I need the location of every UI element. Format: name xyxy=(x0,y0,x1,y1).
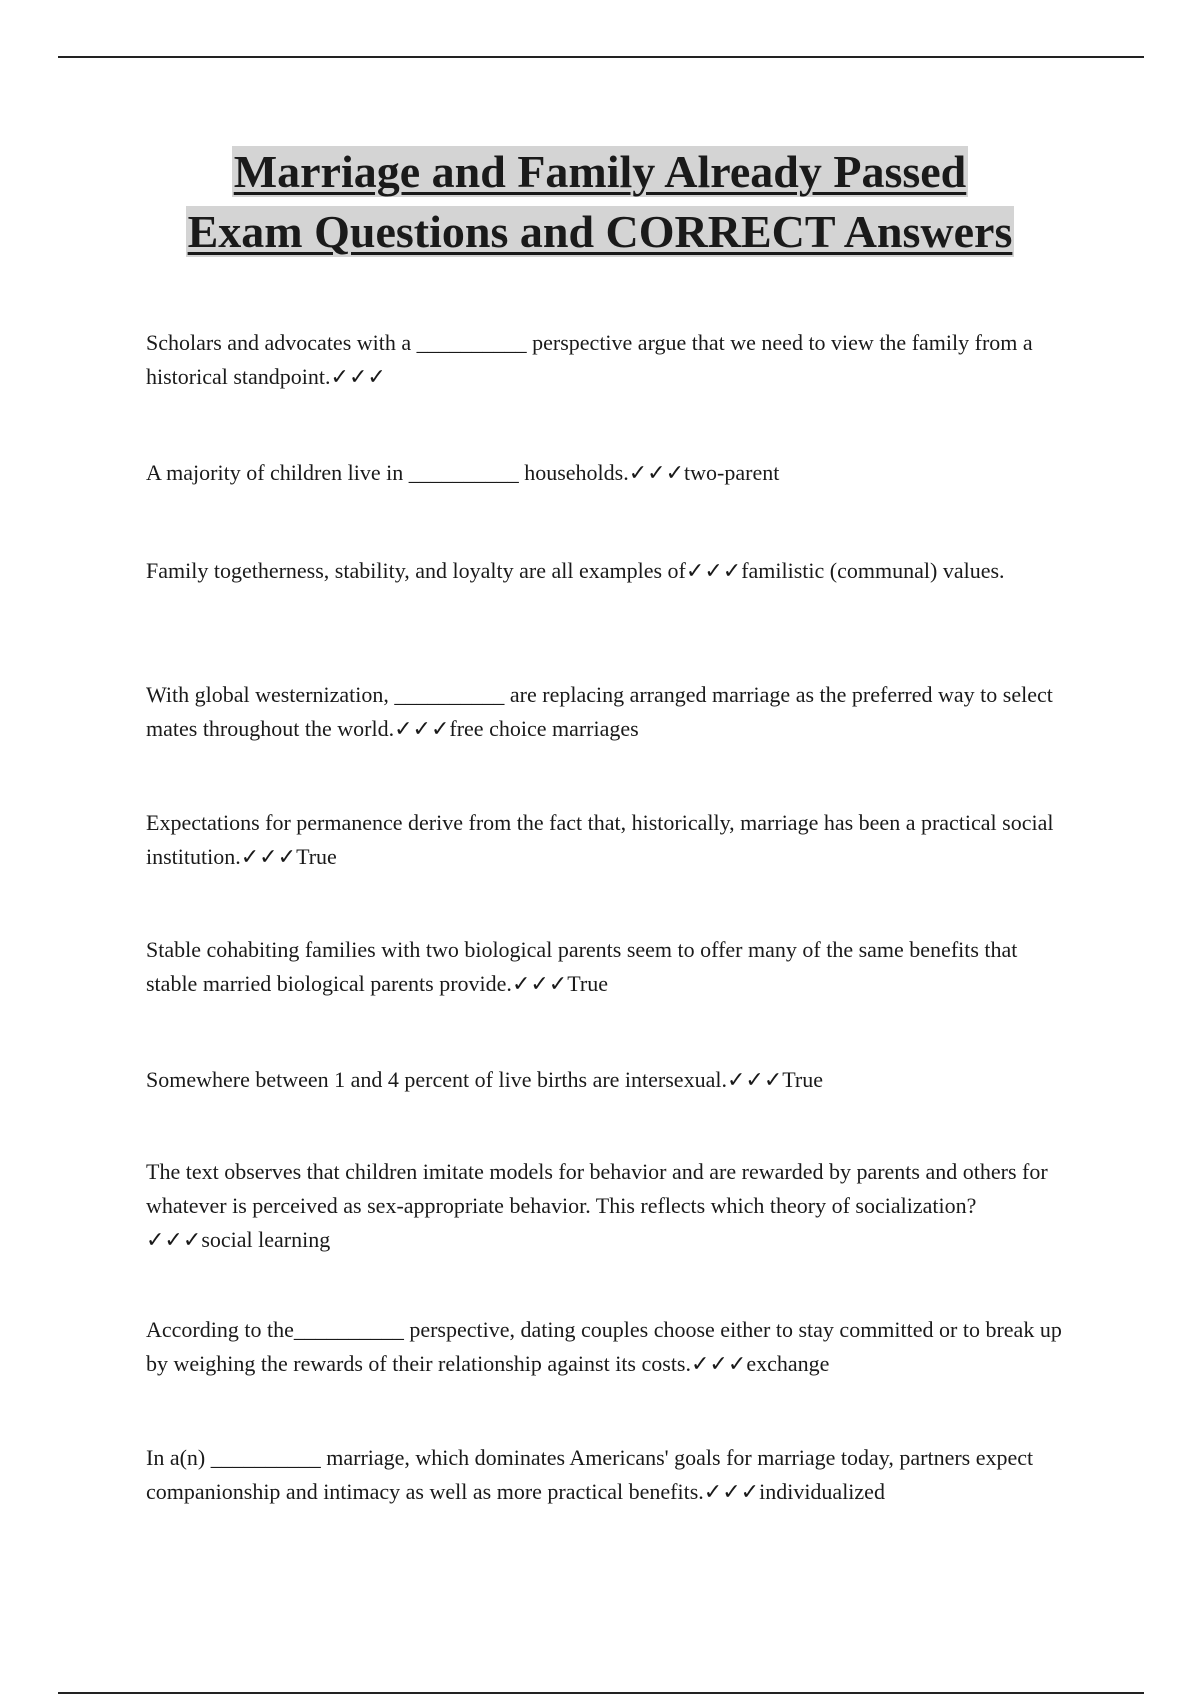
check-marks: ✓✓✓ xyxy=(726,1067,783,1092)
question-text: In a(n) __________ marriage, which dominates Americans' goals for marriage today, partners expect companionship and intimacy as well as more practical benefits. xyxy=(146,1445,1039,1504)
question-text: Scholars and advocates with a __________ perspective argue that we need to view the family from a historical standpoint. xyxy=(146,330,1039,389)
qa-item xyxy=(146,678,1066,746)
document-title xyxy=(0,142,1200,262)
check-marks: ✓✓✓ xyxy=(394,716,450,741)
check-marks: ✓✓✓ xyxy=(691,1351,747,1376)
answer-text: True xyxy=(296,844,337,869)
qa-item xyxy=(146,554,1066,588)
check-marks: ✓✓✓ xyxy=(685,558,742,583)
answer-text: familistic (communal) values. xyxy=(741,558,1005,583)
answer-text: individualized xyxy=(759,1479,885,1504)
answer-text: exchange xyxy=(746,1351,830,1376)
answer-text: True xyxy=(567,971,609,996)
check-marks: ✓✓✓ xyxy=(240,844,297,869)
answer-text: two-parent xyxy=(684,460,780,485)
check-marks: ✓✓✓ xyxy=(330,364,386,389)
title-line-2: Exam Questions and CORRECT Answers xyxy=(187,206,1013,257)
qa-item xyxy=(146,1313,1066,1381)
check-marks: ✓✓✓ xyxy=(146,1227,202,1252)
check-marks: ✓✓✓ xyxy=(511,971,568,996)
qa-item xyxy=(146,1441,1066,1509)
answer-text: social learning xyxy=(201,1227,331,1252)
question-text: According to the__________ perspective, dating couples choose either to stay committed or to break up by weighing the rewards of their relationship against its costs. xyxy=(146,1317,1068,1376)
question-text: Somewhere between 1 and 4 percent of live births are intersexual. xyxy=(146,1067,727,1092)
top-rule xyxy=(58,56,1144,58)
question-text: With global westernization, __________ are replacing arranged marriage as the preferred way to select mates throughout the world. xyxy=(146,682,1059,741)
check-marks: ✓✓✓ xyxy=(628,460,685,485)
bottom-rule xyxy=(58,1692,1144,1694)
qa-item xyxy=(146,806,1066,874)
question-text: The text observes that children imitate models for behavior and are rewarded by parents and others for whatever is perceived as sex-appropriate behavior. This reflects which theory of socialization? xyxy=(146,1159,1054,1218)
question-text: Expectations for permanence derive from the fact that, historically, marriage has been a practical social institution. xyxy=(146,810,1059,869)
question-text: Family togetherness, stability, and loyalty are all examples of xyxy=(146,558,686,583)
qa-item xyxy=(146,1063,1066,1097)
title-line-1: Marriage and Family Already Passed xyxy=(233,146,967,197)
qa-item xyxy=(146,1155,1066,1257)
qa-item xyxy=(146,933,1066,1001)
question-text: A majority of children live in __________ households. xyxy=(146,460,629,485)
answer-text: True xyxy=(782,1067,824,1092)
answer-text: free choice marriages xyxy=(449,716,639,741)
check-marks: ✓✓✓ xyxy=(703,1479,760,1504)
qa-item xyxy=(146,326,1066,394)
qa-item xyxy=(146,456,1066,490)
question-text: Stable cohabiting families with two biological parents seem to offer many of the same benefits that stable married biological parents provide. xyxy=(146,937,1023,996)
